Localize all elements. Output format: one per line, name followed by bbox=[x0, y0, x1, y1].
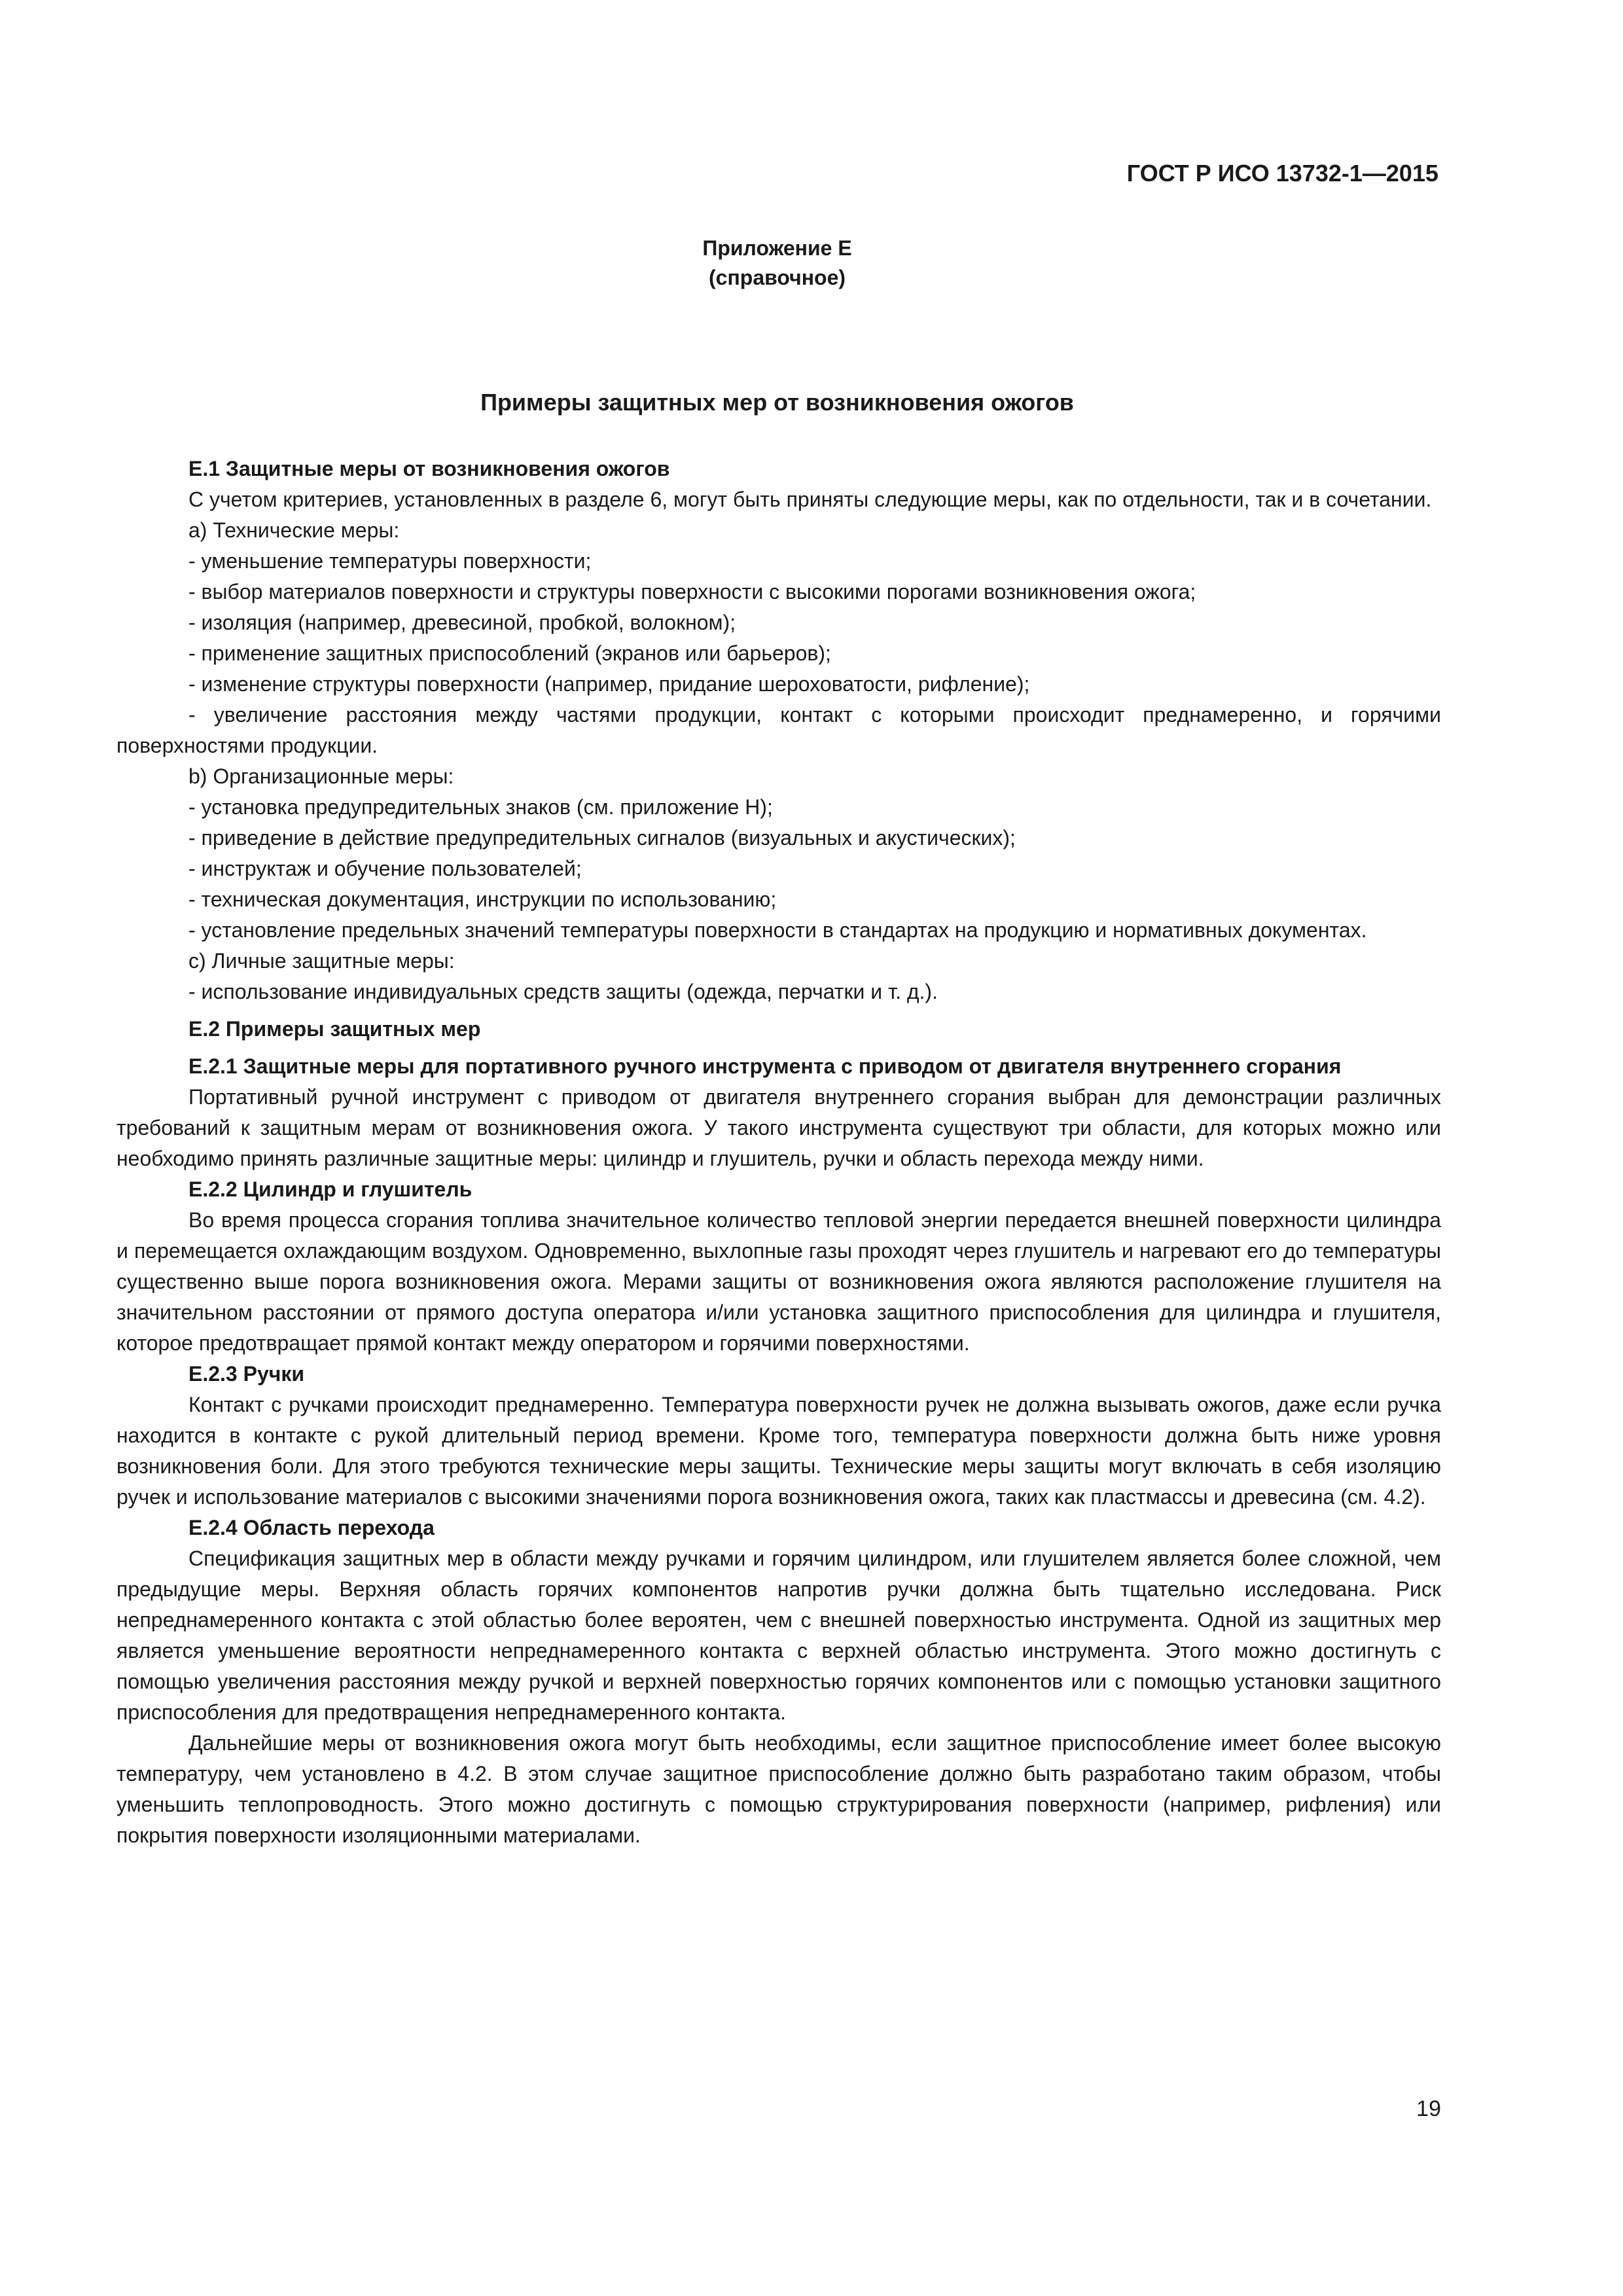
list-item-b3: - инструктаж и обучение пользователей; bbox=[188, 857, 582, 880]
appendix-title: Примеры защитных мер от возникновения ожогов bbox=[480, 389, 1074, 416]
list-item-a2: - выбор материалов поверхности и структуры поверхности с высокими порогами возникновения ожога; bbox=[188, 580, 1196, 603]
section-heading-e2: Е.2 Примеры защитных мер bbox=[188, 1017, 481, 1041]
list-item-c1: - использование индивидуальных средств защиты (одежда, перчатки и т. д.). bbox=[188, 980, 938, 1003]
subsection-heading-e21: Е.2.1 Защитные меры для портативного ручного инструмента с приводом от двигателя внутреннего сгорания bbox=[188, 1054, 1342, 1078]
page-number: 19 bbox=[1416, 2096, 1441, 2121]
appendix-heading bbox=[0, 234, 1554, 293]
list-item-a5: - изменение структуры поверхности (например, придание шероховатости, рифление); bbox=[188, 672, 1030, 696]
list-item-a6: - увеличение расстояния между частями продукции, контакт с которыми происходит преднамеренно, и горячими поверхностями продукции. bbox=[116, 703, 1441, 757]
appendix-label: Приложение Е bbox=[702, 236, 852, 260]
subsection-heading-e22: Е.2.2 Цилиндр и глушитель bbox=[188, 1177, 473, 1201]
list-label-a: а) Технические меры: bbox=[188, 518, 400, 542]
paragraph-e1-intro: С учетом критериев, установленных в разделе 6, могут быть приняты следующие меры, как по отдельности, так и в сочетании. bbox=[188, 488, 1432, 511]
document-code: ГОСТ Р ИСО 13732-1—2015 bbox=[1126, 160, 1438, 187]
paragraph-e24-1: Спецификация защитных мер в области между ручками и горячим цилиндром, или глушителем является более сложной, чем предыдущие меры. Верхняя область горячих компонентов напротив ручки должна быть тщательно исследована. Риск непреднамеренного контакта с этой областью более вероятен, чем с внешней поверхностью инструмента. Одной из защитных мер является уменьшение вероятности непреднамеренного контакта с верхней областью инструмента. Этого можно достигнуть с помощью увеличения расстояния между ручкой и верхней поверхностью горячих компонентов или с помощью установки защитного приспособления для предотвращения непреднамеренного контакта. bbox=[116, 1547, 1441, 1724]
list-item-b1: - установка предупредительных знаков (см. приложение Н); bbox=[188, 795, 773, 819]
list-item-b5: - установление предельных значений температуры поверхности в стандартах на продукцию и нормативных документах. bbox=[188, 918, 1367, 942]
subsection-heading-e23: Е.2.3 Ручки bbox=[188, 1362, 305, 1386]
list-item-b4: - техническая документация, инструкции по использованию; bbox=[188, 888, 777, 911]
list-item-b2: - приведение в действие предупредительных сигналов (визуальных и акустических); bbox=[188, 826, 1016, 850]
appendix-status: (справочное) bbox=[708, 266, 846, 289]
paragraph-e23: Контакт с ручками происходит преднамеренно. Температура поверхности ручек не должна вызывать ожогов, даже если ручка находится в контакте с рукой длительный период времени. Кроме того, температура поверхности должна быть ниже уровня возникновения боли. Для этого требуются технические меры защиты. Технические меры защиты могут включать в себя изоляцию ручек и использование материалов с высокими значениями порога возникновения ожога, таких как пластмассы и древесина (см. 4.2). bbox=[116, 1393, 1441, 1509]
paragraph-e21: Портативный ручной инструмент с приводом от двигателя внутреннего сгорания выбран для демонстрации различных требований к защитным мерам от возникновения ожога. У такого инструмента существуют три области, для которых можно или необходимо принять различные защитные меры: цилиндр и глушитель, ручки и область перехода между ними. bbox=[116, 1085, 1441, 1170]
paragraph-e22: Во время процесса сгорания топлива значительное количество тепловой энергии передается внешней поверхности цилиндра и перемещается охлаждающим воздухом. Одновременно, выхлопные газы проходят через глушитель и нагревают его до температуры существенно выше порога возникновения ожога. Мерами защиты от возникновения ожога являются расположение глушителя на значительном расстоянии от прямого доступа оператора и/или установка защитного приспособления для цилиндра и глушителя, которое предотвращает прямой контакт между оператором и горячими поверхностями. bbox=[116, 1208, 1441, 1355]
list-label-c: с) Личные защитные меры: bbox=[188, 949, 455, 973]
list-item-a3: - изоляция (например, древесиной, пробкой, волокном); bbox=[188, 611, 736, 634]
paragraph-e24-2: Дальнейшие меры от возникновения ожога могут быть необходимы, если защитное приспособление имеет более высокую температуру, чем установлено в 4.2. В этом случае защитное приспособление должно быть разработано таким образом, чтобы уменьшить теплопроводность. Этого можно достигнуть с помощью структурирования поверхности (например, рифления) или покрытия поверхности изоляционными материалами. bbox=[116, 1731, 1441, 1847]
section-heading-e1: Е.1 Защитные меры от возникновения ожогов bbox=[188, 457, 670, 480]
subsection-heading-e24: Е.2.4 Область перехода bbox=[188, 1516, 435, 1539]
list-label-b: b) Организационные меры: bbox=[188, 764, 454, 788]
list-item-a4: - применение защитных приспособлений (экранов или барьеров); bbox=[188, 641, 831, 665]
document-body bbox=[116, 454, 1441, 1851]
list-item-a1: - уменьшение температуры поверхности; bbox=[188, 549, 592, 573]
